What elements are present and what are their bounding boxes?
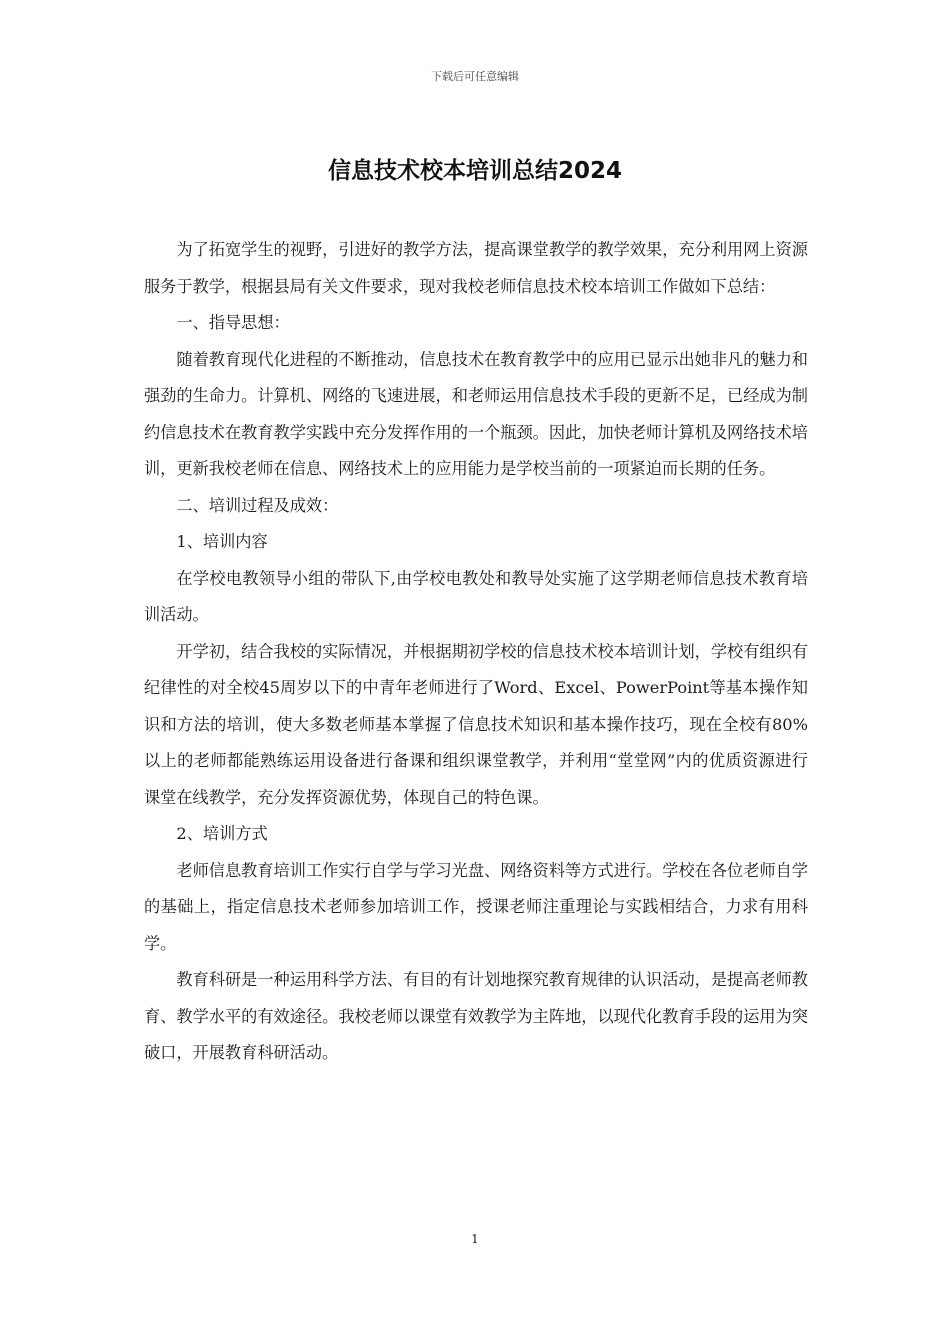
paragraph-training-leadership: 在学校电教领导小组的带队下,由学校电教处和教导处实施了这学期老师信息技术教育培训活动。 — [144, 568, 808, 624]
paragraph-guiding-thought: 随着教育现代化进程的不断推动，信息技术在教育教学中的应用已显示出她非凡的魅力和强劲的生命力。计算机、网络的飞速进展，和老师运用信息技术手段的更新不足，已经成为制约信息技术在教育教学实践中充分发挥作用的一个瓶颈。因此，加快老师计算机及网络技术培训，更新我校老师在信息、网络技术上的应用能力是学校当前的一项紧迫而长期的任务。 — [144, 349, 808, 478]
subheading-training-content: 1、培训内容 — [176, 532, 268, 551]
heading-guiding-thought: 一、指导思想： — [176, 313, 290, 332]
document-title: 信息技术校本培训总结2024 — [327, 158, 622, 184]
heading-training-process: 二、培训过程及成效： — [176, 495, 339, 515]
paragraph-education-research: 教育科研是一种运用科学方法、有目的有计划地探究教育规律的认识活动，是提高老师教育、教学水平的有效途径。我校老师以课堂有效教学为主阵地，以现代化教育手段的运用为突破口，开展教育科研活动。 — [144, 970, 808, 1062]
paragraph-training-details: 开学初，结合我校的实际情况，并根据期初学校的信息技术校本培训计划，学校有组织有纪律性的对全校45周岁以下的中青年老师进行了Word、Excel、PowerPoint等基本操作知识和方法的培训，使大多数老师基本掌握了信息技术知识和基本操作技巧，现在全校有80%以上的老师都能熟练运用设备进行备课和组织课堂教学，并利用“堂堂网”内的优质资源进行课堂在线教学，充分发挥资源优势，体现自己的特色课。 — [144, 641, 808, 807]
header-note: 下载后可任意编辑 — [431, 70, 519, 83]
subheading-training-method: 2、培训方式 — [176, 824, 268, 843]
page-number: 1 — [471, 1232, 479, 1246]
paragraph-training-method: 老师信息教育培训工作实行自学与学习光盘、网络资料等方式进行。学校在各位老师自学的基础上，指定信息技术老师参加培训工作，授课老师注重理论与实践相结合，力求有用科学。 — [144, 860, 808, 953]
document-body — [144, 232, 808, 1072]
paragraph-intro: 为了拓宽学生的视野，引进好的教学方法，提高课堂教学的教学效果，充分利用网上资源服务于教学，根据县局有关文件要求，现对我校老师信息技术校本培训工作做如下总结： — [144, 240, 808, 296]
